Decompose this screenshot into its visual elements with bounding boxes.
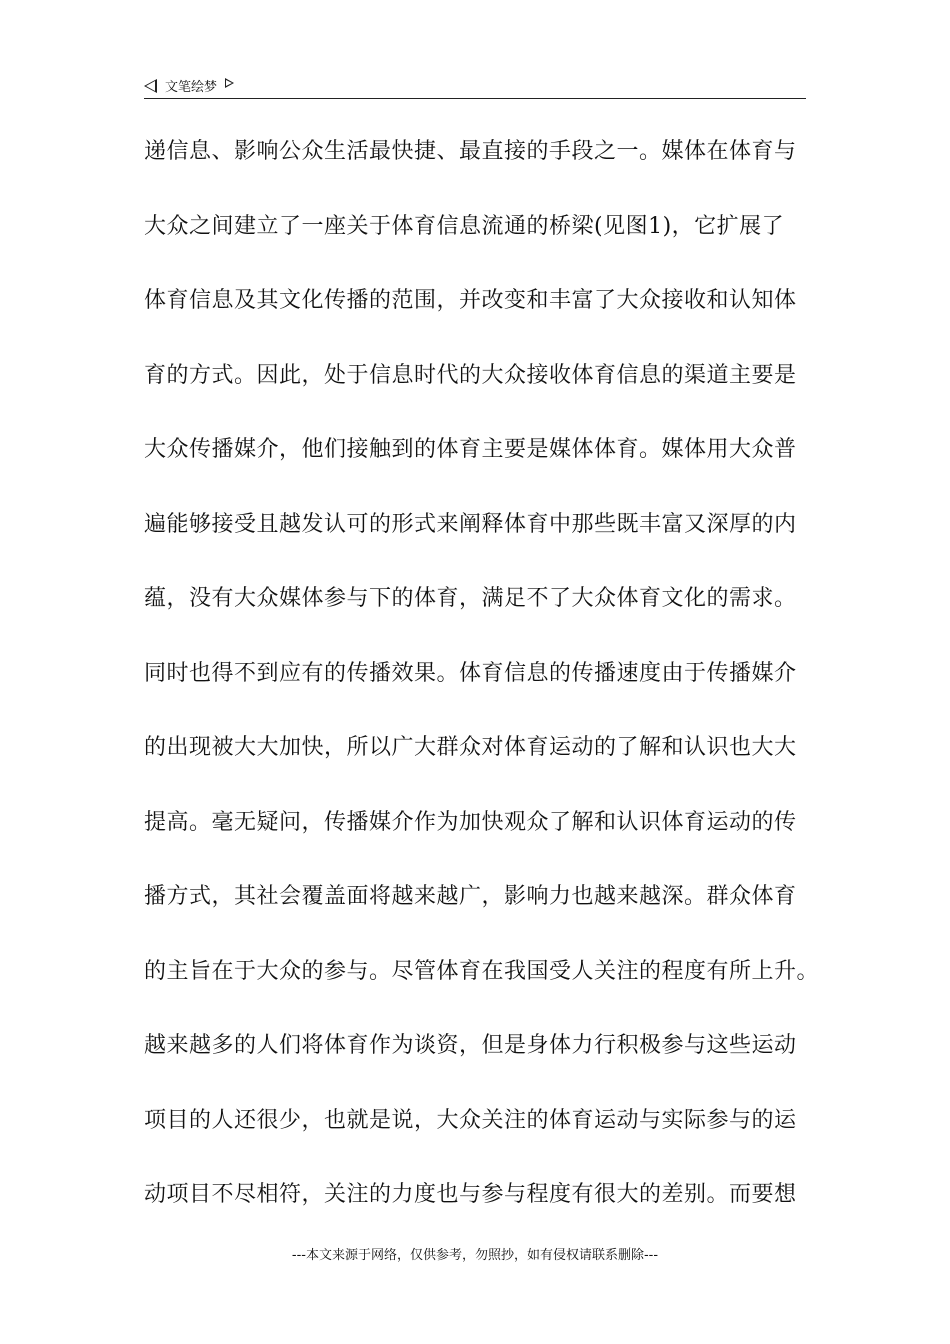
text-line: 体育信息及其文化传播的范围，并改变和丰富了大众接收和认知体 [144,288,797,313]
text-line: 蕴，没有大众媒体参与下的体育，满足不了大众体育文化的需求。 [144,586,797,611]
text-line: 播方式，其社会覆盖面将越来越广，影响力也越来越深。群众体育 [144,884,797,909]
text-line: 遍能够接受且越发认可的形式来阐释体育中那些既丰富又深厚的内 [144,511,797,537]
triangle-right-icon [225,78,234,88]
text-line: 大众之间建立了一座关于体育信息流通的桥梁(见图1)，它扩展了 [144,213,785,239]
page-header [144,74,806,99]
header-inner [144,76,234,95]
text-line: 递信息、影响公众生活最快捷、最直接的手段之一。媒体在体育与 [144,139,797,164]
body-text [144,132,844,1250]
text-line: 动项目不尽相符，关注的力度也与参与程度有很大的差别。而要想 [144,1182,797,1207]
text-line: 提高。毫无疑问，传播媒介作为加快观众了解和认识体育运动的传 [144,809,797,835]
text-line: 越来越多的人们将体育作为谈资，但是身体力行积极参与这些运动 [144,1033,797,1058]
page-footer: ---本文来源于网络，仅供参考，勿照抄，如有侵权请联系删除--- [291,1248,659,1263]
text-line: 同时也得不到应有的传播效果。体育信息的传播速度由于传播媒介 [144,660,797,686]
header-title: 文笔绘梦 [165,80,218,95]
text-line: 的主旨在于大众的参与。尽管体育在我国受人关注的程度有所上升。 [144,958,820,984]
triangle-left-icon [144,79,157,93]
text-line: 大众传播媒介，他们接触到的体育主要是媒体体育。媒体用大众普 [144,437,797,462]
text-line: 育的方式。因此，处于信息时代的大众接收体育信息的渠道主要是 [144,362,797,388]
text-line: 的出现被大大加快，所以广大群众对体育运动的了解和认识也大大 [144,735,797,760]
text-line: 项目的人还很少，也就是说，大众关注的体育运动与实际参与的运 [144,1107,797,1133]
